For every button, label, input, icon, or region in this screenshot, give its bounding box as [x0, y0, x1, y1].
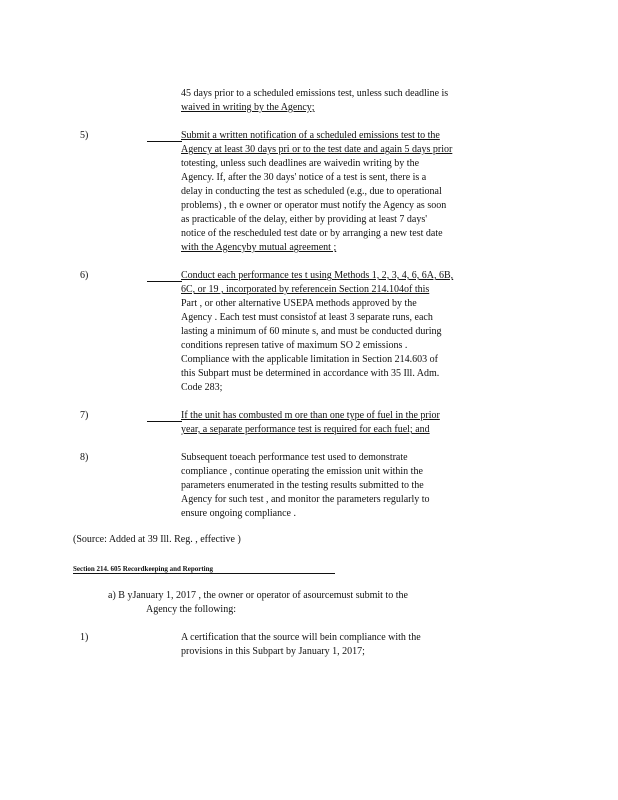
item-6-lead-rule: [147, 281, 182, 282]
item-5-line-4: Agency. If, after the 30 days' notice of a test is sent, there is a: [181, 172, 427, 183]
item-1-number: 1): [80, 632, 89, 643]
section-heading-rule: [73, 573, 335, 574]
section-heading: Section 214. 605 Recordkeeping and Reporting: [73, 565, 213, 573]
item-5-line-9: with the Agencyby mutual agreement ;: [181, 242, 337, 253]
item-8-line-5: ensure ongoing compliance .: [181, 508, 296, 519]
item-6-line-2: 6C, or 19 , incorporated by referencein Section 214.104of this: [181, 284, 430, 295]
item-6-line-5: lasting a minimum of 60 minute s, and must be conducted during: [181, 326, 442, 337]
item-5-line-2: Agency at least 30 days pri or to the test date and again 5 days prior: [181, 144, 453, 155]
item-5-line-1: Submit a written notification of a scheduled emissions test to the: [181, 130, 440, 141]
item-5-line-8: notice of the rescheduled test date or by arranging a new test date: [181, 228, 443, 239]
continuation-line-2: waived in writing by the Agency;: [181, 102, 315, 113]
subsection-a-line-2: Agency the following:: [146, 604, 236, 615]
item-6-line-9: Code 283;: [181, 382, 223, 393]
item-5-line-5: delay in conducting the test as scheduled (e.g., due to operational: [181, 186, 442, 197]
item-1-line-1: A certification that the source will bein compliance with the: [181, 632, 421, 643]
item-7-number: 7): [80, 410, 89, 421]
item-6-line-4: Agency . Each test must consistof at least 3 separate runs, each: [181, 312, 433, 323]
item-6-line-3: Part , or other alternative USEPA methods approved by the: [181, 298, 417, 309]
item-8-number: 8): [80, 452, 89, 463]
item-5-number: 5): [80, 130, 89, 141]
item-1-line-2: provisions in this Subpart by January 1, 2017;: [181, 646, 365, 657]
item-6-number: 6): [80, 270, 89, 281]
item-6-line-7: Compliance with the applicable limitation in Section 214.603 of: [181, 354, 438, 365]
item-7-lead-rule: [147, 421, 182, 422]
item-6-line-1: Conduct each performance tes t using Methods 1, 2, 3, 4, 6, 6A, 6B,: [181, 270, 454, 281]
subsection-a-line-1: a) B yJanuary 1, 2017 , the owner or operator of asourcemust submit to the: [108, 590, 408, 601]
item-7-line-2: year, a separate performance test is required for each fuel; and: [181, 424, 430, 435]
item-6-line-6: conditions represen tative of maximum SO 2 emissions .: [181, 340, 408, 351]
item-5-lead-rule: [147, 141, 182, 142]
item-6-line-8: this Subpart must be determined in accordance with 35 Ill. Adm.: [181, 368, 440, 379]
item-8-line-1: Subsequent toeach performance test used to demonstrate: [181, 452, 408, 463]
item-8-line-2: compliance , continue operating the emission unit within the: [181, 466, 423, 477]
continuation-line-1: 45 days prior to a scheduled emissions test, unless such deadline is: [181, 88, 449, 99]
item-5-line-6: problems) , th e owner or operator must notify the Agency as soon: [181, 200, 447, 211]
item-8-line-4: Agency for such test , and monitor the parameters regularly to: [181, 494, 430, 505]
item-8-line-3: parameters enumerated in the testing results submitted to the: [181, 480, 424, 491]
item-7-line-1: If the unit has combusted m ore than one type of fuel in the prior: [181, 410, 440, 421]
item-5-line-7: as practicable of the delay, either by providing at least 7 days': [181, 214, 428, 225]
item-5-line-3: totesting, unless such deadlines are waivedin writing by the: [181, 158, 420, 169]
source-note: (Source: Added at 39 Ill. Reg. , effective ): [73, 534, 241, 545]
